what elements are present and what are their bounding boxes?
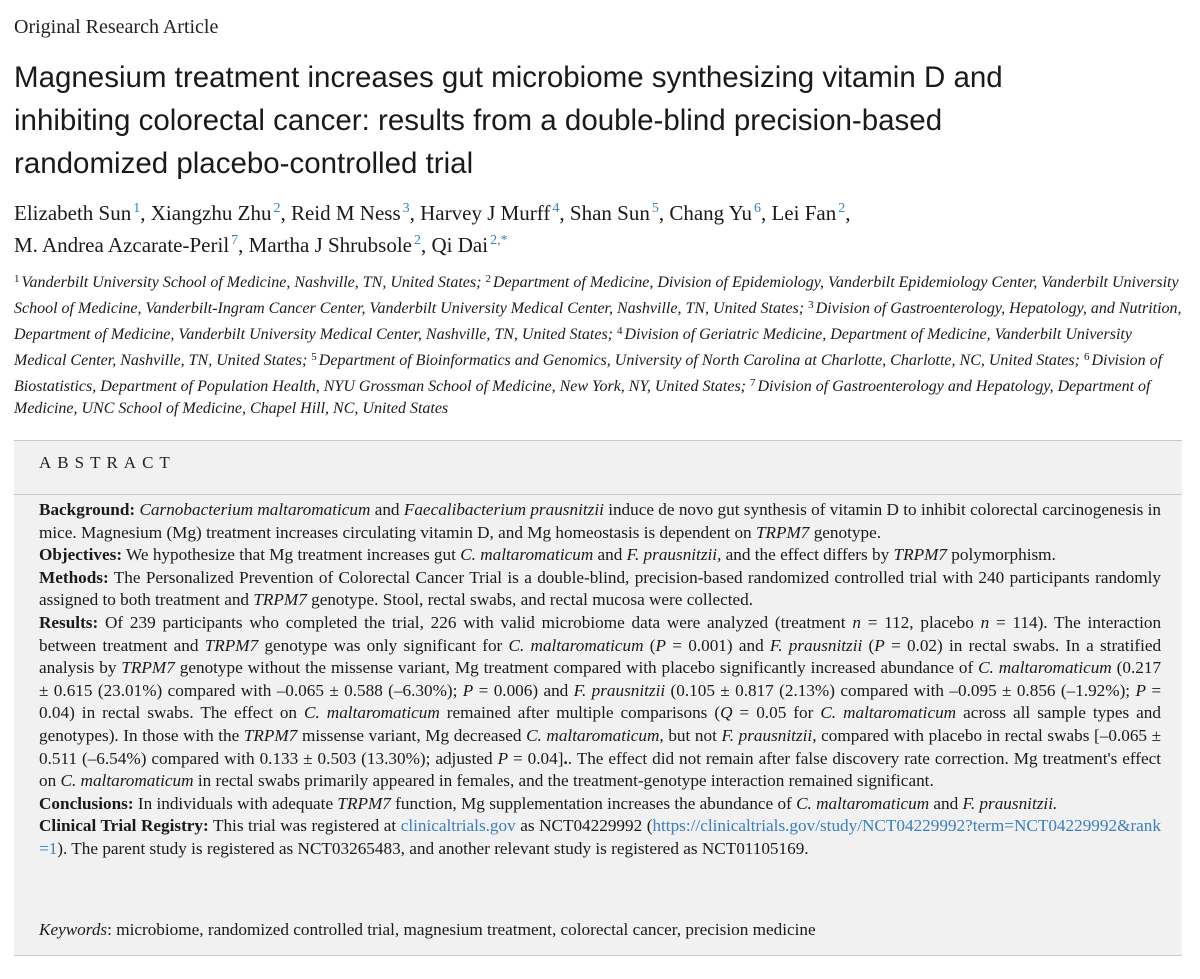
affiliation: Division of Geriatric Medicine, Department of Medicine, Vanderbilt University Medical Center, Nashville, TN, United States; — [14, 326, 1132, 369]
author: Qi Dai $^{2,*}$ — [431, 233, 508, 257]
title-line: Magnesium treatment increases gut microbiome synthesizing vitamin D and — [14, 61, 1003, 94]
author-affiliation-link[interactable]: 5 — [651, 201, 659, 216]
author-affiliation-link[interactable]: 2 — [838, 201, 846, 216]
author: Reid M Ness $^3$ — [290, 201, 410, 225]
affiliation: Department of Medicine, Division of Epidemiology, Vanderbilt Epidemiology Center, Vanderbilt University School of Medicine, Vanderbilt-Ingram Cancer Center, Vanderbilt University Medical Center, Nashville, TN, United States; — [14, 274, 1179, 317]
author: Shan Sun $^5$ — [569, 201, 659, 225]
author-affiliation-link[interactable]: 2 — [273, 201, 281, 216]
author-affiliation-link[interactable]: 3 — [402, 201, 410, 216]
abstract-registry: Clinical Trial Registry: This trial was registered at clinicaltrials.gov as NCT04229992 (https://clinicaltrials.gov/study/NCT04229992?term=NCT04229992&rank=1). The parent study is registered as NCT03265483, and another relevant study is registered as NCT01105169. — [39, 816, 1161, 858]
affiliation: Division of Gastroenterology, Hepatology, and Nutrition, Department of Medicine, Vanderbilt University Medical Center, Nashville, TN, United States; — [14, 300, 1182, 343]
title-line: inhibiting colorectal cancer: results from a double-blind precision-based — [14, 104, 943, 137]
affiliation-list: $^1$ Vanderbilt University School of Medicine, Nashville, TN, United States; $^2$ Department of Medicine, Division of Epidemiology, Vanderbilt Epidemiology Center, Vanderbilt University School of Medicine, Vanderbilt-Ingram Cancer Center, Vanderbilt University Medical Center, Nashville, TN, United States; $^3$ Division of Gastroenterology, Hepatology, and Nutrition, Department of Medicine, Vanderbilt University Medical Center, Nashville, TN, United States; $^4$ Division of Geriatric Medicine, Department of Medicine, Vanderbilt University Medical Center, Nashville, TN, United States; $^5$ Department of Bioinformatics and Genomics, University of North Carolina at Charlotte, Charlotte, NC, United States; $^6$ Division of Biostatistics, Department of Population Health, NYU Grossman School of Medicine, New York, NY, United States; $^7$ Division of Gastroenterology and Hepatology, Department of Medicine, UNC School of Medicine, Chapel Hill, NC, United States — [14, 273, 1182, 417]
affiliation: Vanderbilt University School of Medicine, Nashville, TN, United States; — [21, 274, 482, 291]
affiliation: Department of Bioinformatics and Genomics, University of North Carolina at Charlotte, Charlotte, NC, United States; — [318, 352, 1080, 369]
title-line: randomized placebo-controlled trial — [14, 147, 474, 180]
abstract-objectives: Objectives: We hypothesize that Mg treatment increases gut C. maltaromaticum and F. prausnitzii, and the effect differs by TRPM7 polymorphism. — [39, 545, 1056, 565]
abstract-methods: Methods: The Personalized Prevention of Colorectal Cancer Trial is a double-blind, precision-based randomized controlled trial with 240 participants randomly assigned to both treatment and TRPM7 genotype. Stool, rectal swabs, and rectal mucosa were collected. — [39, 567, 1161, 610]
author: M. Andrea Azcarate-Peril $^7$ — [14, 233, 239, 257]
abstract-panel — [14, 440, 1182, 956]
author: Elizabeth Sun $^1$ — [14, 201, 141, 225]
author-affiliation-link[interactable]: 6 — [753, 201, 761, 216]
keywords — [39, 919, 1161, 941]
author: Xiangzhu Zhu $^2$ — [150, 201, 281, 225]
author-affiliation-link[interactable]: 7 — [231, 233, 239, 248]
author-affiliation-link[interactable]: 2 — [414, 233, 421, 248]
abstract-results: Results: Of 239 participants who completed the trial, 226 with valid microbiome data were analyzed (treatment n = 112, placebo n = 114). The interaction between treatment and TRPM7 genotype was only significant for C. maltaromaticum (P = 0.001) and F. prausnitzii (P = 0.02) in rectal swabs. In a stratified analysis by TRPM7 genotype without the missense variant, Mg treatment compared with placebo significantly increased abundance of C. maltaromaticum (0.217 ± 0.615 (23.01%) compared with –0.065 ± 0.588 (–6.30%); P = 0.006) and F. prausnitzii (0.105 ± 0.817 (2.13%) compared with –0.095 ± 0.856 (–1.92%); P = 0.04) in rectal swabs. The effect on C. maltaromaticum remained after multiple comparisons (Q = 0.05 for C. maltaromaticum across all sample types and genotypes). In those with the TRPM7 missense variant, Mg decreased C. maltaromaticum, but not F. prausnitzii, compared with placebo in rectal swabs [–0.065 ± 0.511 (–6.54%) compared with 0.133 ± 0.503 (13.30%); adjusted P = 0.04].. The effect did not remain after false discovery rate correction. Mg treatment's effect on C. maltaromaticum in rectal swabs primarily appeared in females, and the treatment-genotype interaction remained significant. — [39, 612, 1162, 791]
affiliation: Division of Gastroenterology and Hepatology, Department of Medicine, UNC School of Medicine, Chapel Hill, NC, United States — [14, 378, 1151, 417]
author: Martha J Shrubsole $^2$ — [248, 233, 421, 257]
clinicaltrials-link[interactable]: clinicaltrials.gov — [400, 816, 516, 836]
author-affiliation-link[interactable]: 1 — [133, 201, 141, 216]
article-type: Original Research Article — [14, 16, 219, 38]
abstract-body — [39, 499, 1161, 861]
keywords-text: : microbiome, randomized controlled trial, magnesium treatment, colorectal cancer, precision medicine — [107, 920, 816, 939]
author-list: Elizabeth Sun $^1$, Xiangzhu Zhu $^2$, Reid M Ness $^3$, Harvey J Murff $^4$, Shan Sun $^5$, Chang Yu $^6$, Lei Fan $^2$, M. Andrea Azcarate-Peril $^7$, Martha J Shrubsole $^2$, Qi Dai $^{2,*}$ — [14, 201, 851, 257]
abstract-conclusions: Conclusions: In individuals with adequate TRPM7 function, Mg supplementation increases the abundance of C. maltaromaticum and F. prausnitzii. — [39, 793, 1058, 813]
keywords-label: Keywords — [39, 920, 108, 939]
affiliation: Division of Biostatistics, Department of Population Health, NYU Grossman School of Medicine, New York, NY, United States; — [14, 352, 1163, 395]
author: Lei Fan $^2$ — [771, 201, 846, 225]
author: Harvey J Murff $^4$ — [420, 201, 560, 225]
author-affiliation-link[interactable]: 4 — [552, 201, 560, 216]
author: Chang Yu $^6$ — [669, 201, 761, 225]
author-affiliation-link[interactable]: 2,* — [490, 233, 508, 248]
abstract-background: Background: Carnobacterium maltaromaticum and Faecalibacterium prausnitzii induce de novo gut synthesis of vitamin D to inhibit colorectal carcinogenesis in mice. Magnesium (Mg) treatment increases circulating vitamin D, and Mg homeostasis is dependent on TRPM7 genotype. — [39, 500, 1162, 542]
abstract-heading: ABSTRACT — [39, 453, 176, 472]
abstract-divider — [14, 494, 1182, 495]
registry-url-link[interactable]: https://clinicaltrials.gov/study/NCT04229992?term=NCT04229992&rank=1 — [39, 816, 1161, 858]
article-title — [14, 56, 1164, 185]
